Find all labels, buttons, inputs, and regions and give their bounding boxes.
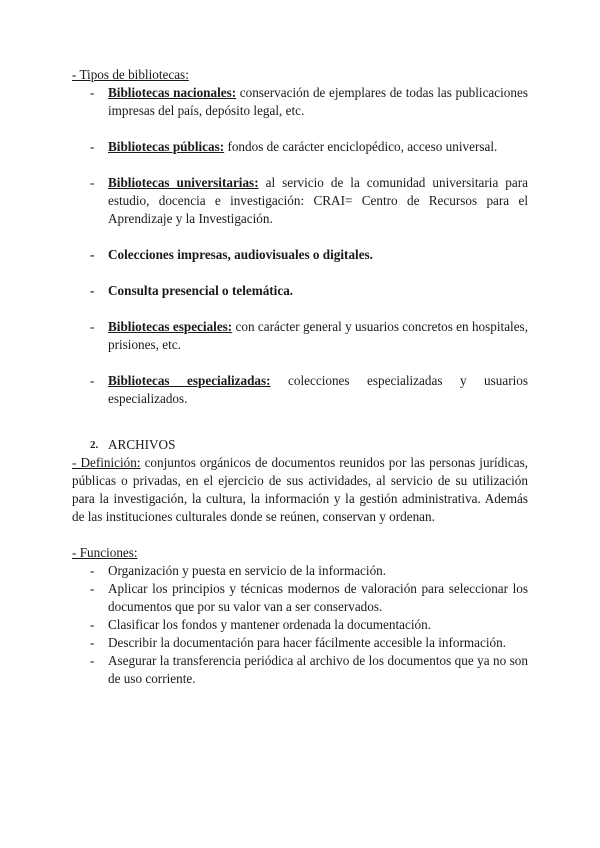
section-number: 2. (90, 439, 99, 451)
definicion-label: - Definición: (72, 455, 141, 470)
document-page (72, 66, 528, 688)
list-dash: - (90, 175, 95, 190)
list-dash: - (90, 139, 95, 154)
item-text: conservación de ejemplares de todas las publicaciones impresas del país, depósito legal, etc. (108, 85, 528, 118)
item-text: Asegurar la transferencia periódica al archivo de los documentos que ya no son de uso corriente. (108, 653, 528, 686)
definicion-text: conjuntos orgánicos de documentos reunidos por las personas jurídicas, públicas o privadas, en el ejercicio de sus actividades, al servicio de su utilización para la investigación, la cultura, la información y la gestión administrativa. Además de las instituciones culturales donde se reúnen, conservan y ordenan. (72, 455, 529, 524)
list-item (72, 580, 528, 616)
item-term: Bibliotecas especializadas: (108, 373, 271, 388)
item-term: Bibliotecas nacionales: (108, 85, 237, 100)
item-text: Organización y puesta en servicio de la información. (108, 563, 387, 578)
list-item (72, 318, 528, 354)
list-item (72, 282, 528, 300)
list-item (72, 372, 528, 408)
item-term: Colecciones impresas, audiovisuales o digitales. (108, 247, 373, 262)
section-title: ARCHIVOS (108, 437, 176, 452)
item-term: Bibliotecas universitarias: (108, 175, 259, 190)
list-dash: - (90, 85, 95, 100)
item-text: al servicio de la comunidad universitaria para estudio, docencia e investigación: CRAI= Centro de Recursos para el Aprendizaje y la Investigación. (108, 175, 528, 226)
list-dash: - (90, 373, 95, 388)
list-item (72, 246, 528, 264)
list-item (72, 84, 528, 120)
list-dash: - (90, 319, 95, 334)
list-item (72, 616, 528, 634)
list-item (72, 634, 528, 652)
list-dash: - (90, 283, 95, 298)
item-term: Bibliotecas especiales: (108, 319, 233, 334)
item-text: con carácter general y usuarios concretos en hospitales, prisiones, etc. (108, 319, 528, 352)
item-term: Consulta presencial o telemática. (108, 283, 294, 298)
item-text: colecciones especializadas y usuarios especializados. (108, 373, 528, 406)
list-dash: - (90, 563, 95, 578)
item-text: fondos de carácter enciclopédico, acceso universal. (224, 139, 498, 154)
funciones-heading: - Funciones: (72, 545, 138, 560)
list-item (72, 652, 528, 688)
list-dash: - (90, 247, 95, 262)
item-term: Bibliotecas públicas: (108, 139, 225, 154)
item-text: Describir la documentación para hacer fácilmente accesible la información. (108, 635, 506, 650)
definicion-paragraph (72, 454, 528, 526)
list-item (72, 562, 528, 580)
list-dash: - (90, 617, 95, 632)
section-heading (72, 436, 528, 454)
list-dash: - (90, 653, 95, 668)
item-text: Clasificar los fondos y mantener ordenada la documentación. (108, 617, 431, 632)
tipos-heading: - Tipos de bibliotecas: (72, 67, 189, 82)
list-dash: - (90, 581, 95, 596)
list-dash: - (90, 635, 95, 650)
list-item (72, 138, 528, 156)
list-item (72, 174, 528, 228)
item-text: Aplicar los principios y técnicas modernos de valoración para seleccionar los documentos que por su valor van a ser conservados. (108, 581, 528, 614)
